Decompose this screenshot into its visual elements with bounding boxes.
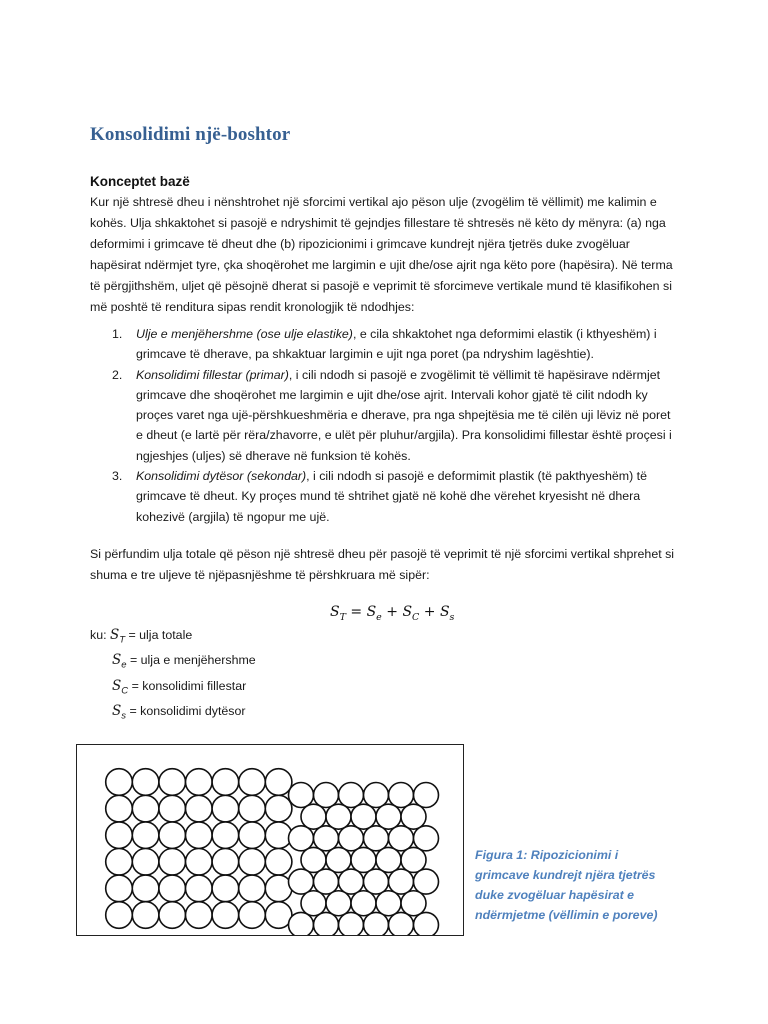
particle [212, 875, 239, 902]
particle [132, 849, 159, 876]
list-item [90, 324, 680, 365]
symbol-definitions [90, 625, 256, 727]
particle [289, 869, 314, 894]
particle [414, 783, 439, 808]
summary-paragraph: Si përfundim ulja totale që pëson një shtresë dheu për pasojë të veprimit të një sforcimi vertikal shprehet si shuma e tre uljeve të njëpasnjëshme të përshkruara më sipër: [90, 547, 675, 582]
list-item-number: 2. [112, 367, 123, 382]
particle [389, 869, 414, 894]
particle [339, 783, 364, 808]
particle [159, 902, 186, 929]
particle [351, 891, 376, 916]
particle [339, 912, 364, 935]
particle [239, 769, 266, 796]
particle [106, 795, 133, 822]
figure-caption: Figura 1: Ripozicionimi i grimcave kundrejt njëra tjetrës duke zvogëluar hapësirat e ndërmjetme (vëllimin e poreve) [475, 848, 658, 922]
particle [159, 795, 186, 822]
intro-paragraph: Kur një shtresë dheu i nënshtrohet një sforcimi vertikal ajo pëson ulje (zvogëlim të vëllimit) me kalimin e kohës. Ulja shkaktohet si pasojë e ndryshimit të gejndjes fillestare të shtresës në këto dy mënyra: (a) nga deformimi i grimcave të dheut dhe (b) ripozicionimi i grimcave kundrejt njëra tjetrës duke zvogëluar hapësirat ndërmjet tyre, çka shoqërohet me largimin e ujit dhe/ose ajrit nga këto pore (hapësira). Në terma të përgjithshëm, uljet që pësojnë dherat si pasojë e veprimit të sforcimeve vertikale mund të klasifikohen si më poshtë të renditura sipas rendit kronologjik të ndodhjes: [90, 195, 673, 314]
particle [239, 902, 266, 929]
particle [212, 902, 239, 929]
particle [132, 795, 159, 822]
particle [132, 769, 159, 796]
particle [314, 912, 339, 935]
particle [265, 875, 292, 902]
particle [159, 875, 186, 902]
page-title: Konsolidimi një-boshtor [90, 124, 291, 145]
particle [159, 849, 186, 876]
list-item-term: Ulje e menjëhershme (ose ulje elastike) [136, 327, 353, 341]
particle [289, 912, 314, 935]
particle [314, 783, 339, 808]
particle [401, 891, 426, 916]
particle [314, 826, 339, 851]
section-heading: Konceptet bazë [90, 174, 190, 189]
particle [132, 822, 159, 849]
particle [239, 822, 266, 849]
particle [212, 769, 239, 796]
particle [186, 902, 213, 929]
loose-packing [106, 769, 292, 929]
particle [326, 804, 351, 829]
particle [364, 912, 389, 935]
total-settlement-formula: $S_T = S_e + S_C + S_s$ [330, 604, 455, 623]
particle [159, 822, 186, 849]
particle [159, 769, 186, 796]
particle [212, 795, 239, 822]
list-item [90, 365, 680, 466]
particle [106, 902, 133, 929]
particle [401, 804, 426, 829]
particle-figure [76, 744, 464, 936]
particle [186, 795, 213, 822]
particle [364, 869, 389, 894]
particle [301, 891, 326, 916]
particle [265, 849, 292, 876]
list-item-number: 3. [112, 469, 123, 484]
list-item-number: 1. [112, 327, 123, 341]
particle [364, 783, 389, 808]
list-item-term: Konsolidimi fillestar (primar) [136, 367, 289, 382]
particle [314, 869, 339, 894]
particle [106, 875, 133, 902]
particle [364, 826, 389, 851]
particle [289, 826, 314, 851]
list-item [90, 466, 680, 527]
particle [376, 891, 401, 916]
particle [414, 869, 439, 894]
particle [212, 822, 239, 849]
particle [326, 891, 351, 916]
definition-secondary: $S_s$ = konsolidimi dytësor [112, 703, 246, 722]
particle [289, 783, 314, 808]
particle [186, 875, 213, 902]
particle [389, 783, 414, 808]
particle [339, 826, 364, 851]
particle [212, 849, 239, 876]
particle [414, 826, 439, 851]
particle [239, 849, 266, 876]
particle [265, 822, 292, 849]
list-item-text: , i cili ndodh si pasojë e zvogëlimit të vëllimit të hapësirave ndërmjet grimcave dhe shoqërohet me largimin e ujit dhe/ose ajrit. Intervali kohor gjatë të cilit ndodh ky proçes varet nga ujë-përshkueshmëria e dherave, pra nga shpejtësia me të cilën uji lëviz në poret e dheut (e lartë për rëra/zhavorre, e ulët për pluhur/argjila). Pra konsolidimi fillestar është proçesi i ngjeshjes (uljes) së dherave në funksion të kohës. [136, 367, 672, 463]
particle [265, 769, 292, 796]
particle [301, 847, 326, 872]
definition-primary: $S_C$ = konsolidimi fillestar [112, 677, 247, 697]
particle [132, 902, 159, 929]
definition-immediate: $S_e$ = ulja e menjëhershme [112, 652, 256, 671]
particle [376, 804, 401, 829]
particle [301, 804, 326, 829]
particle [389, 912, 414, 935]
particle [132, 875, 159, 902]
list-item-text: , e cila shkaktohet nga deformimi elastik (i kthyeshëm) i grimcave të dherave, pa shkaktuar largimin e ujit nga poret (pa ndryshim lagështie). [136, 327, 657, 362]
particle-arrangement-illustration [77, 745, 463, 935]
particle [376, 847, 401, 872]
particle [326, 847, 351, 872]
particle [239, 795, 266, 822]
particle [339, 869, 364, 894]
particle [389, 826, 414, 851]
particle [106, 769, 133, 796]
settlement-types-list [90, 324, 680, 527]
particle [351, 804, 376, 829]
particle [401, 847, 426, 872]
list-item-text: , i cili ndodh si pasojë e deformimit plastik (të pakthyeshëm) të grimcave të dheut. Ky proçes mund të shtrihet gjatë në kohë dhe vërehet kryesisht në dhera kohezivë (argjila) të ngopur me ujë. [136, 469, 648, 524]
definition-total: ku: $S_T$ = ulja totale [90, 627, 193, 646]
particle [186, 822, 213, 849]
particle [239, 875, 266, 902]
particle [186, 849, 213, 876]
particle [265, 795, 292, 822]
particle [106, 822, 133, 849]
particle [186, 769, 213, 796]
list-item-term: Konsolidimi dytësor (sekondar) [136, 469, 307, 484]
particle [106, 849, 133, 876]
particle [351, 847, 376, 872]
dense-packing [289, 783, 439, 936]
particle [414, 912, 439, 935]
